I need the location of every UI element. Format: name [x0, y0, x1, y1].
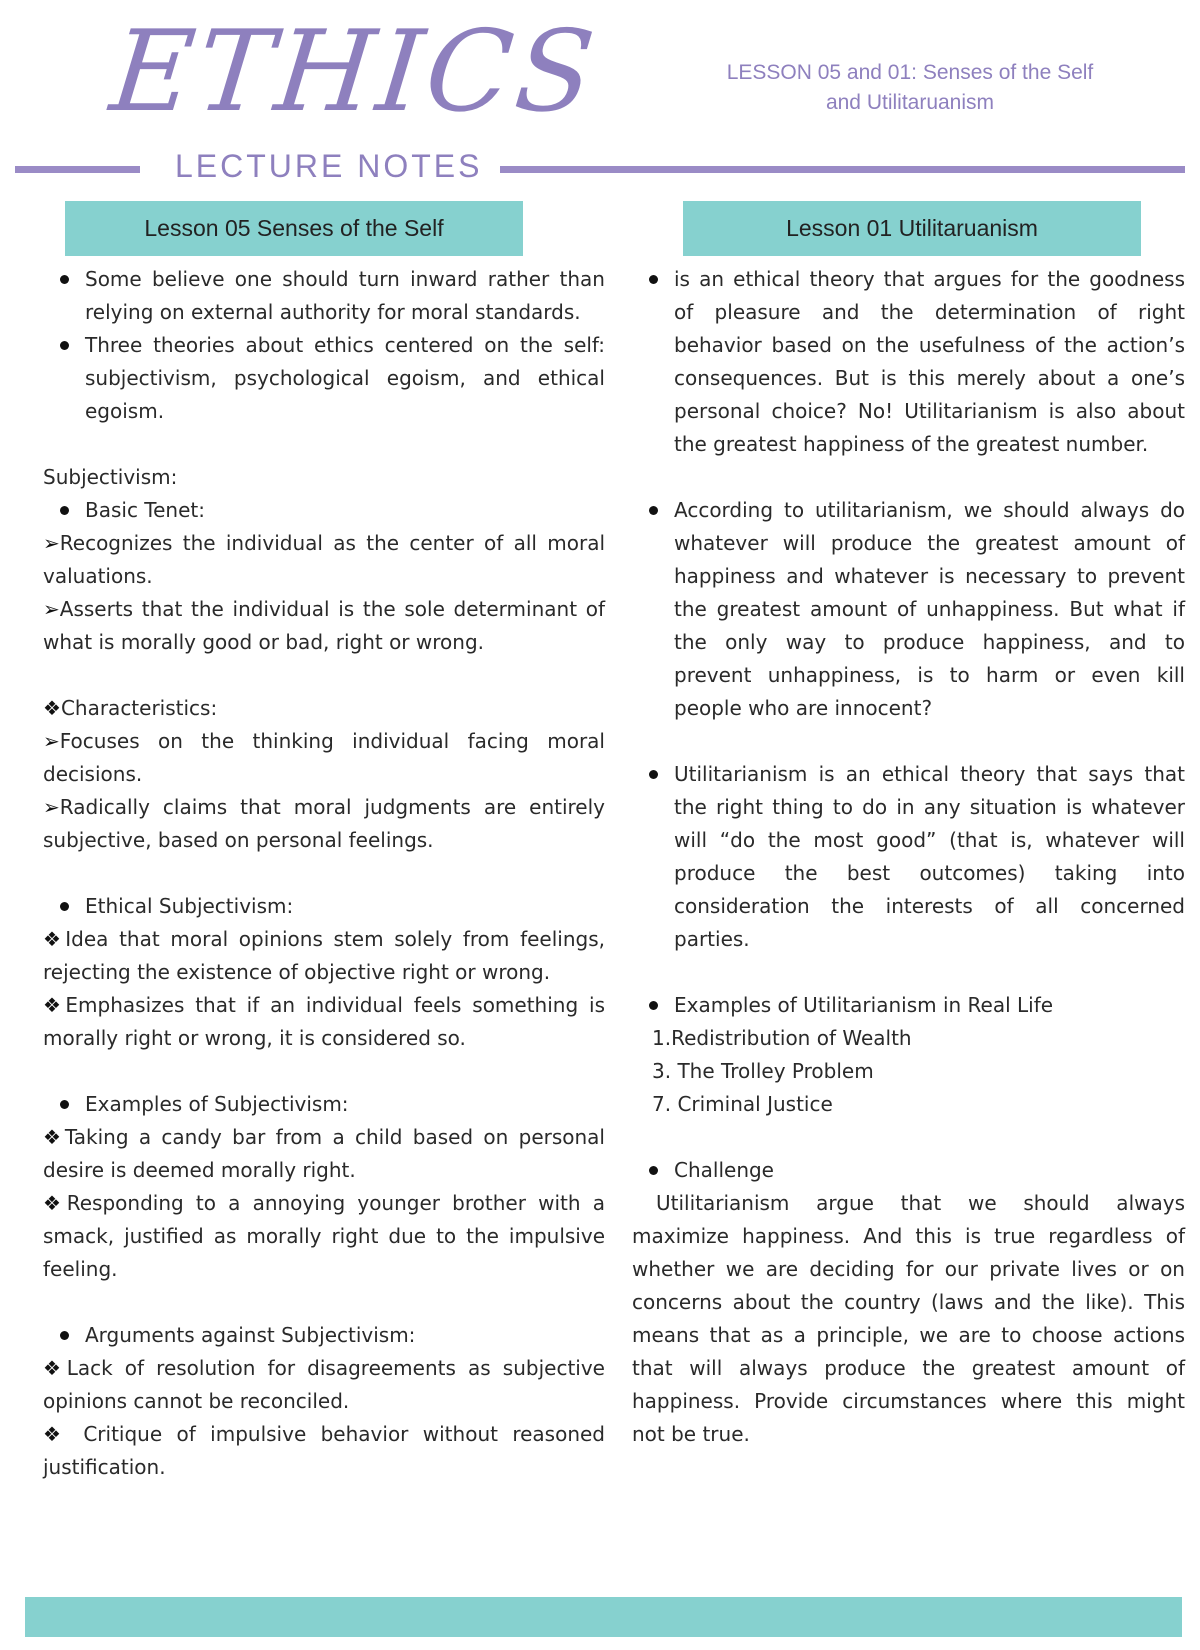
arrow-icon: ➢	[43, 795, 60, 819]
ethical-subjectivism-text: Emphasizes that if an individual feels something is morally right or wrong, it is considered so.	[43, 993, 605, 1050]
list-item: According to utilitarianism, we should always do whatever will produce the greatest amount of happiness and whatever is necessary to prevent the greatest amount of unhappiness. But what if the only way to produce happiness, and to prevent unhappiness, is to harm or even kill people who are innocent?	[632, 494, 1185, 725]
list-item-challenge: Challenge	[632, 1154, 1185, 1187]
characteristics-heading	[43, 692, 605, 725]
lesson-heading	[700, 58, 1120, 118]
argument-item	[43, 1352, 605, 1418]
ethical-subjectivism-item	[43, 923, 605, 989]
list-item-examples: Examples of Subjectivism:	[43, 1088, 605, 1121]
example-text: Taking a candy bar from a child based on personal desire is deemed morally right.	[43, 1125, 605, 1182]
numbered-example: 3. The Trolley Problem	[652, 1059, 874, 1083]
arrow-icon: ➢	[43, 531, 60, 555]
example-item	[43, 1121, 605, 1187]
diamond-bullet-icon: ❖	[43, 1191, 67, 1215]
diamond-bullet-icon: ❖	[43, 927, 66, 951]
diamond-bullet-icon: ❖	[43, 1125, 65, 1149]
tenet-item	[43, 527, 605, 593]
tab-utilitarianism	[683, 201, 1141, 256]
arrow-icon: ➢	[43, 729, 60, 753]
lesson-heading-line2: and Utilitaruanism	[825, 91, 995, 114]
list-item-examples-heading: Examples of Utilitarianism in Real Life	[632, 989, 1185, 1022]
tenet-text: Asserts that the individual is the sole determinant of what is morally good or bad, right or wrong.	[43, 597, 605, 654]
tenet-text: Recognizes the individual as the center of all moral valuations.	[43, 531, 605, 588]
logo-subtitle: LECTURE NOTES	[175, 148, 483, 184]
section-heading-subjectivism: Subjectivism:	[43, 465, 178, 489]
argument-item	[43, 1418, 605, 1484]
arrow-icon: ➢	[43, 597, 60, 621]
diamond-bullet-icon: ❖	[43, 1356, 67, 1380]
example-item	[43, 1187, 605, 1286]
list-item: Three theories about ethics centered on the self: subjectivism, psychological egoism, and ethical egoism.	[43, 329, 605, 428]
example-text: Responding to a annoying younger brother with a smack, justified as morally right due to the impulsive feeling.	[43, 1191, 605, 1281]
list-item: is an ethical theory that argues for the goodness of pleasure and the determination of right behavior based on the usefulness of the action’s consequences. But is this merely about a one’s personal choice? No! Utilitarianism is also about the greatest happiness of the greatest number.	[632, 263, 1185, 461]
challenge-text: Utilitarianism argue that we should always maximize happiness. And this is true regardless of whether we are deciding for our private lives or on concerns about the country (laws and the like). This means that as a principle, we are to choose actions that will always produce the greatest amount of happiness. Provide circumstances where this might not be true.	[632, 1191, 1185, 1446]
tenet-item	[43, 593, 605, 659]
characteristic-item	[43, 791, 605, 857]
footer-bar	[25, 1597, 1182, 1637]
tab-senses-of-self-label: Lesson 05 Senses of the Self	[144, 215, 444, 241]
diamond-bullet-icon: ❖	[43, 993, 66, 1017]
diamond-bullet-icon: ❖	[43, 1422, 69, 1446]
lesson-heading-line1: LESSON 05 and 01: Senses of the Self	[726, 61, 1094, 84]
ethical-subjectivism-text: Idea that moral opinions stem solely from feelings, rejecting the existence of objective right or wrong.	[43, 927, 605, 984]
header-divider-right	[500, 166, 1185, 173]
tab-utilitarianism-label: Lesson 01 Utilitaruanism	[786, 215, 1038, 241]
argument-text: Critique of impulsive behavior without reasoned justification.	[43, 1422, 606, 1479]
characteristic-text: Focuses on the thinking individual facing moral decisions.	[43, 729, 605, 786]
list-item: Some believe one should turn inward rather than relying on external authority for moral standards.	[43, 263, 605, 329]
list-item-basic-tenet: Basic Tenet:	[43, 494, 605, 527]
list-item: Utilitarianism is an ethical theory that says that the right thing to do in any situation is whatever will “do the most good” (that is, whatever will produce the best outcomes) taking into consideration the interests of all concerned parties.	[632, 758, 1185, 956]
ethical-subjectivism-item	[43, 989, 605, 1055]
characteristics-label: Characteristics:	[60, 696, 218, 720]
right-column	[632, 263, 1185, 1451]
list-item-arguments: Arguments against Subjectivism:	[43, 1319, 605, 1352]
diamond-bullet-icon: ❖	[43, 696, 61, 720]
numbered-example: 1.Redistribution of Wealth	[652, 1026, 912, 1050]
list-item-ethical-subjectivism: Ethical Subjectivism:	[43, 890, 605, 923]
tab-senses-of-self	[65, 201, 523, 256]
characteristic-text: Radically claims that moral judgments are entirely subjective, based on personal feelings.	[43, 795, 605, 852]
logo-title: ETHICS	[105, 7, 604, 137]
characteristic-item	[43, 725, 605, 791]
left-column	[43, 263, 605, 1484]
numbered-example: 7. Criminal Justice	[652, 1092, 833, 1116]
header-divider-left	[15, 166, 140, 173]
argument-text: Lack of resolution for disagreements as subjective opinions cannot be reconciled.	[43, 1356, 605, 1413]
